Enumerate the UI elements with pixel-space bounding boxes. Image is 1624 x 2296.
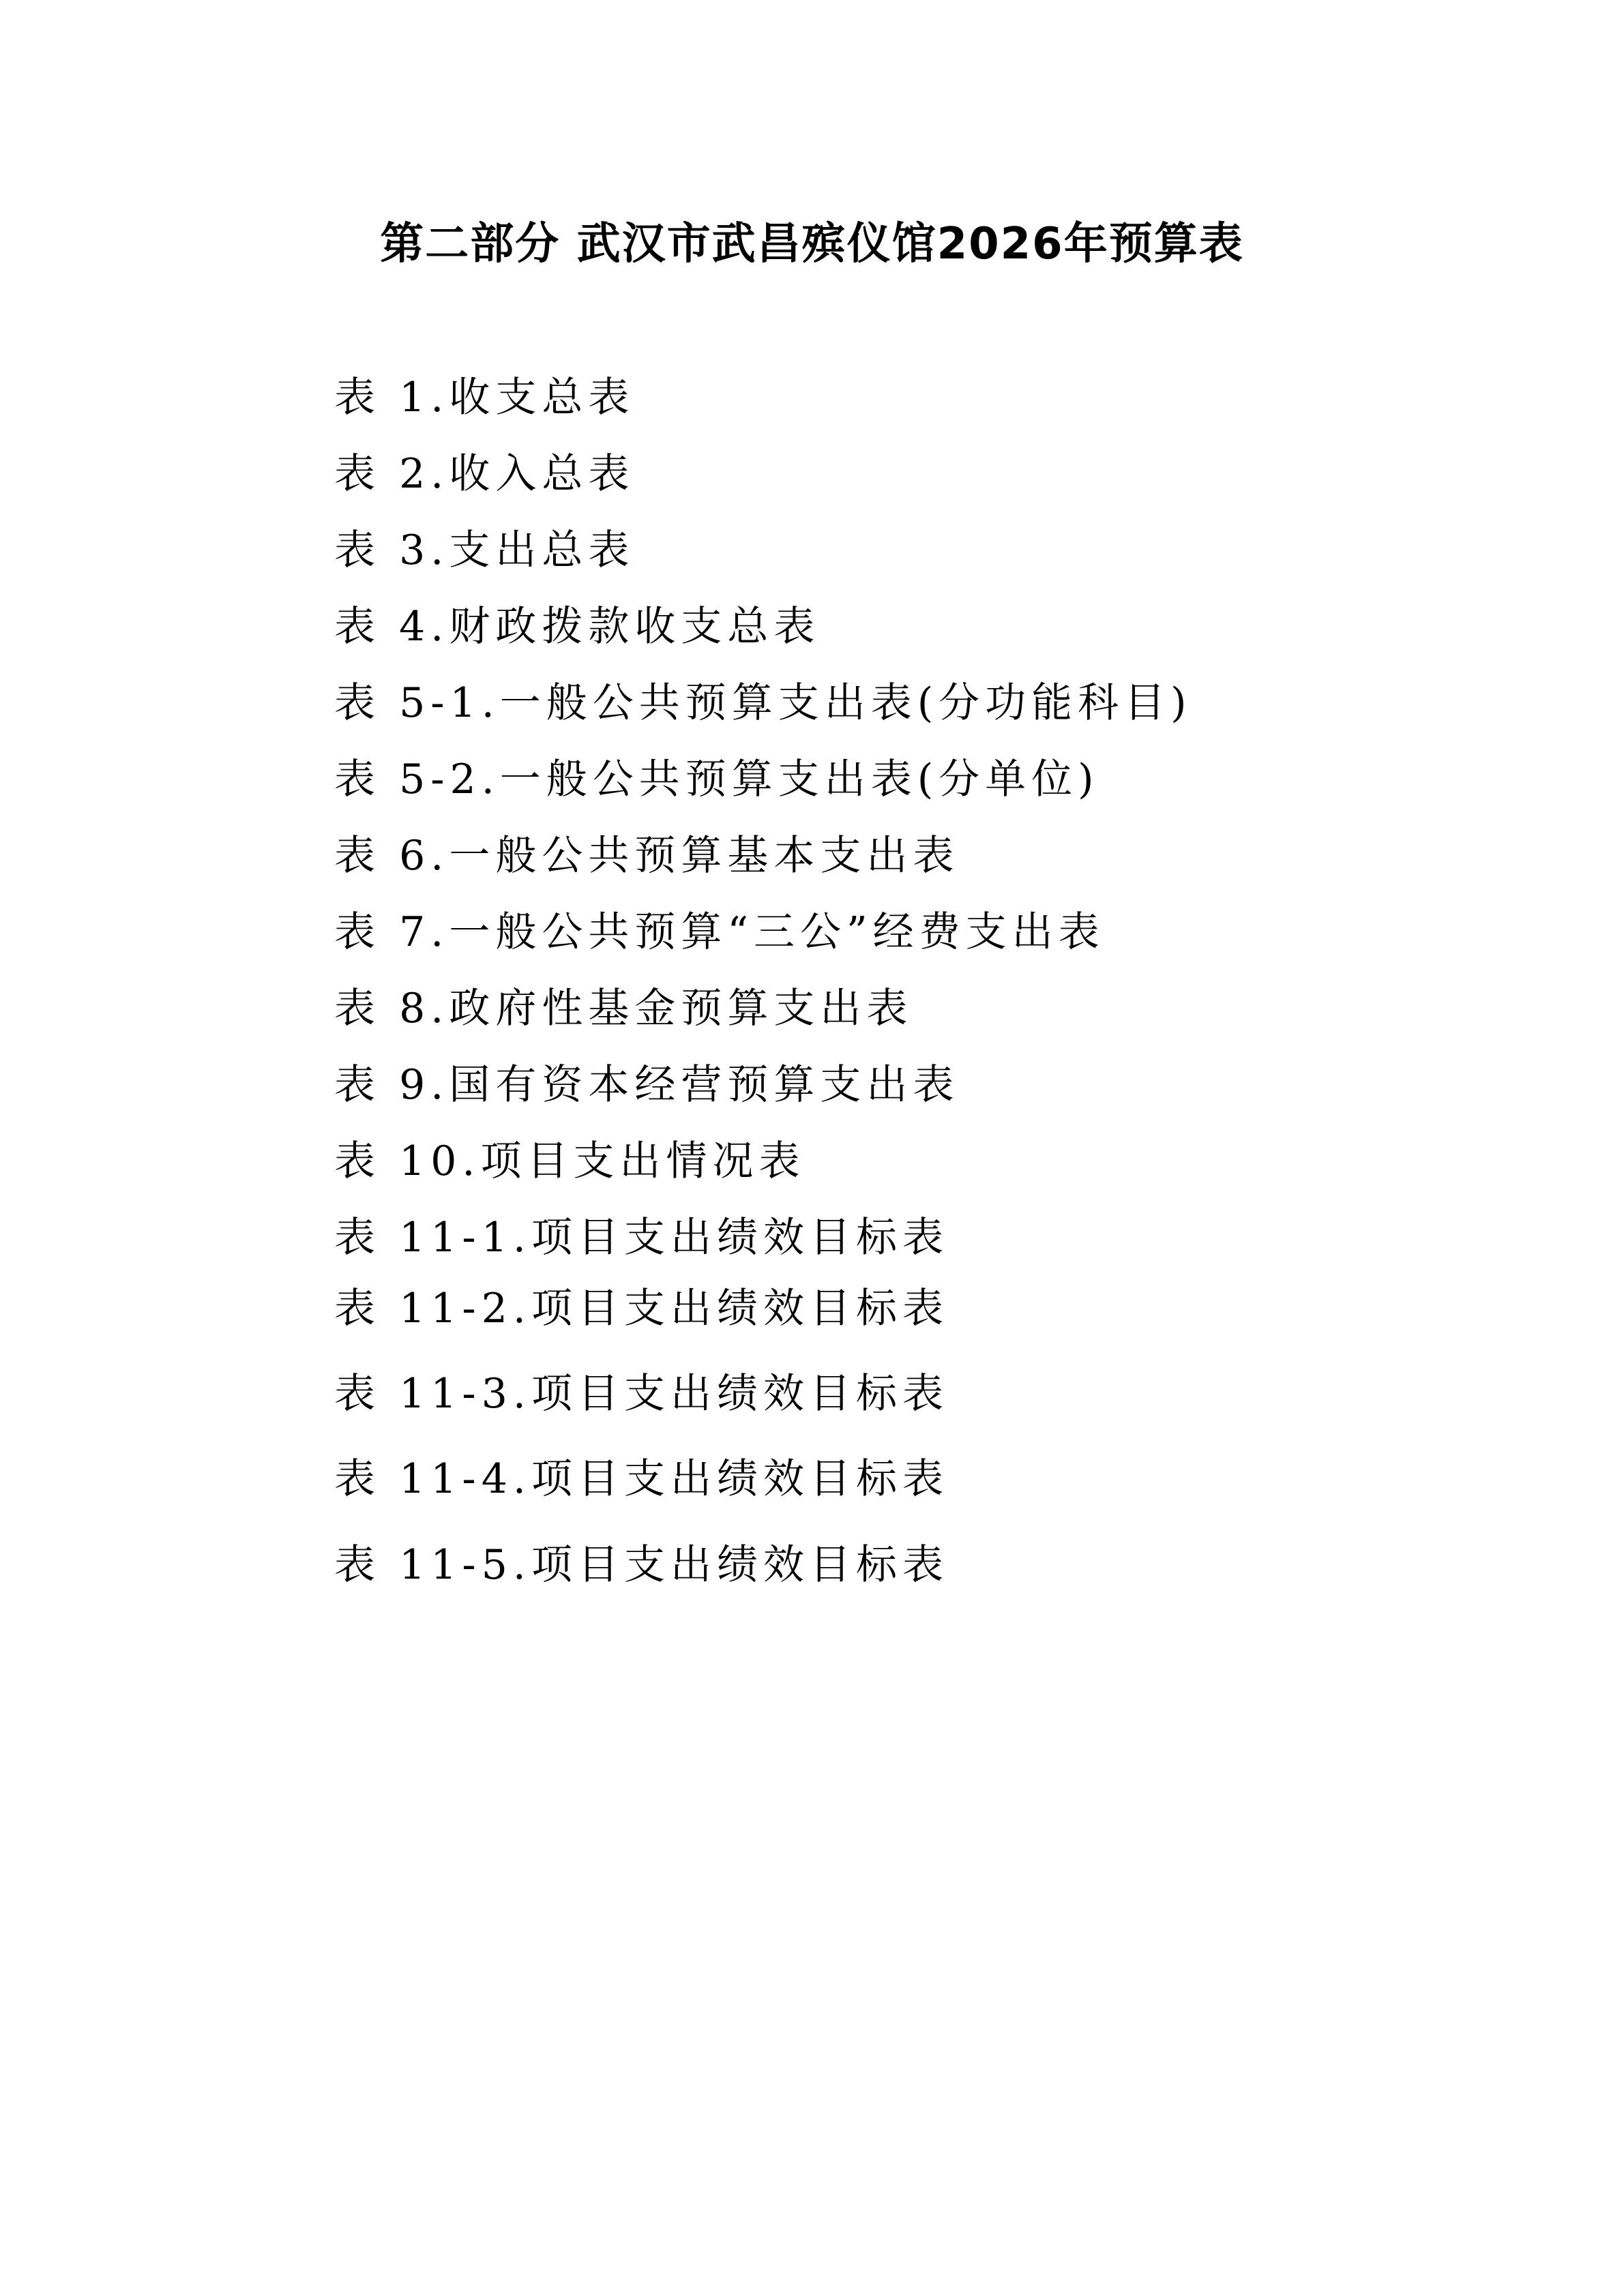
page-title: 第二部分 武汉市武昌殡仪馆2026年预算表 [380,219,1244,269]
toc-item-table-6: 表 6.一般公共预算基本支出表 [334,832,960,880]
toc-item-table-9: 表 9.国有资本经营预算支出表 [334,1061,960,1109]
toc-item-table-5-2: 表 5-2.一般公共预算支出表(分单位) [334,756,1099,803]
toc-item-table-11-5: 表 11-5.项目支出绩效目标表 [334,1541,949,1589]
toc-item-table-11-1: 表 11-1.项目支出绩效目标表 [334,1214,949,1262]
toc-item-table-7: 表 7.一般公共预算“三公”经费支出表 [334,908,1105,956]
toc-item-table-1: 表 1.收支总表 [334,374,635,421]
toc-item-table-5-1: 表 5-1.一般公共预算支出表(分功能科目) [334,679,1192,727]
toc-item-table-11-3: 表 11-3.项目支出绩效目标表 [334,1370,949,1418]
toc-item-table-4: 表 4.财政拨款收支总表 [334,603,821,651]
toc-item-table-11-2: 表 11-2.项目支出绩效目标表 [334,1285,949,1332]
toc-item-table-10: 表 10.项目支出情况表 [334,1137,806,1185]
toc-item-table-2: 表 2.收入总表 [334,450,635,498]
toc-item-table-11-4: 表 11-4.项目支出绩效目标表 [334,1455,949,1503]
toc-item-table-8: 表 8.政府性基金预算支出表 [334,985,913,1032]
toc-item-table-3: 表 3.支出总表 [334,526,635,574]
